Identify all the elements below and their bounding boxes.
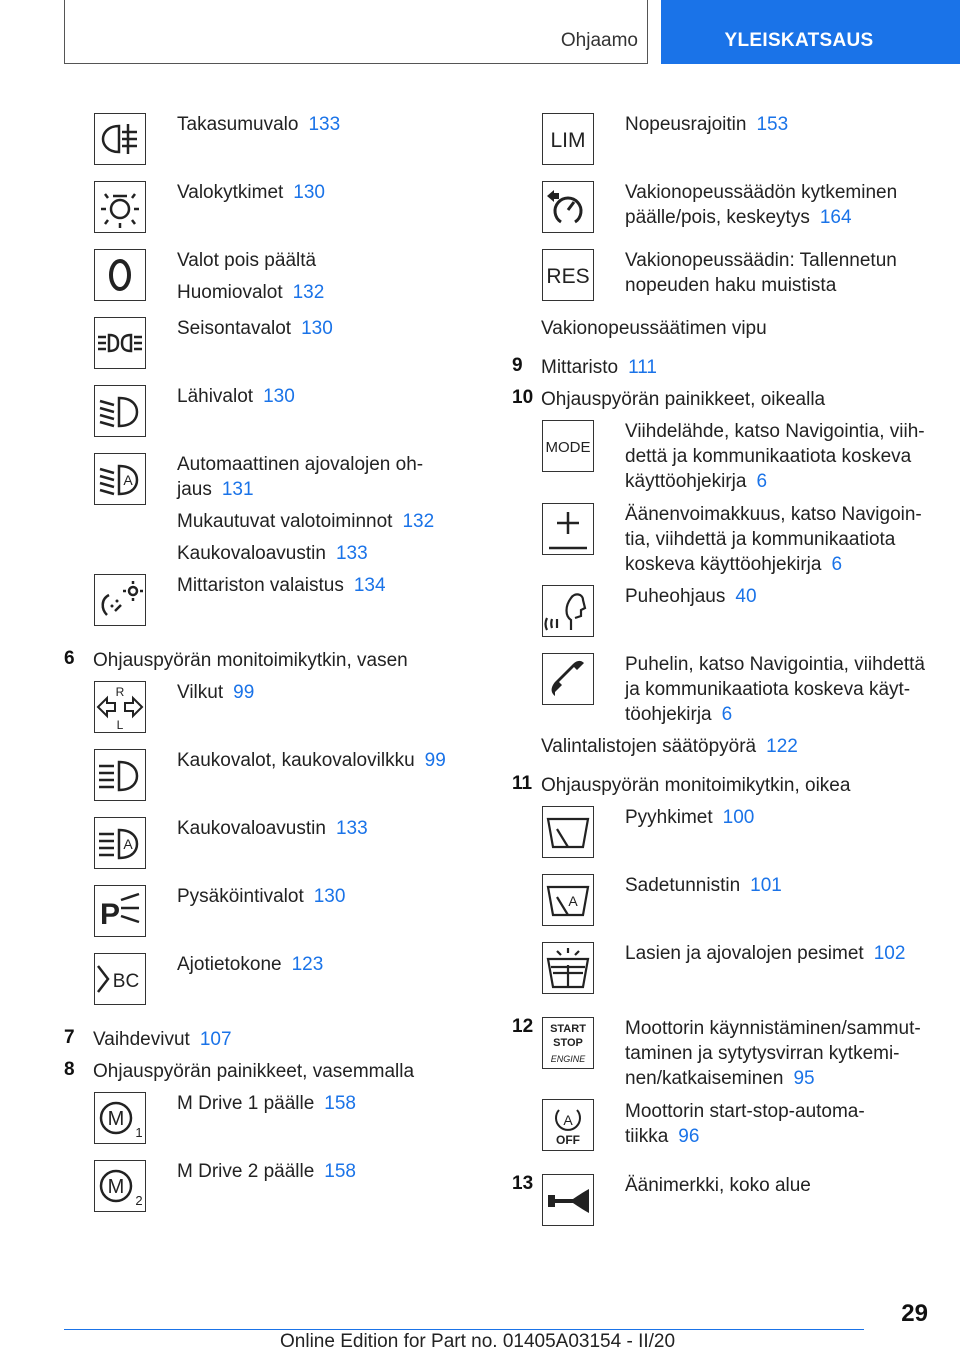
entry-wipers: Pyyhkimet 100 [625, 807, 755, 828]
svg-text:A: A [563, 1112, 573, 1128]
page-ref[interactable]: 122 [766, 736, 798, 757]
page-ref[interactable]: 132 [402, 511, 435, 532]
washer-icon [542, 942, 594, 994]
entry-m-drive-1: M Drive 1 päälle 158 [177, 1093, 356, 1114]
rain-sensor-icon [542, 874, 594, 926]
item-number: 8 [64, 1059, 75, 1080]
entry-light-switches: Valokytkimet 130 [177, 182, 325, 203]
page-ref[interactable]: 158 [324, 1161, 356, 1182]
page-ref[interactable]: 111 [628, 357, 657, 378]
svg-text:A: A [568, 893, 578, 909]
svg-text:L: L [116, 718, 124, 732]
entry-high-beam-assist: Kaukovaloavustin 133 [177, 543, 368, 564]
svg-text:MODE: MODE [545, 439, 591, 456]
phone-icon [542, 653, 594, 705]
entry-entertainment-source: Viihdelähde, katso Navigointia, viih- dettä ja kommunikaatiota koskeva käyttöohjekirja 6 [625, 421, 925, 492]
parking-lights-icon [94, 317, 146, 369]
svg-text:START: START [550, 1023, 586, 1035]
instrument-lighting-icon [94, 574, 146, 626]
svg-text:ENGINE: ENGINE [550, 1054, 586, 1064]
page-ref[interactable]: 100 [722, 807, 755, 828]
footer-divider [64, 1329, 864, 1330]
page-ref[interactable]: 130 [301, 318, 333, 339]
item-heading-left-buttons: Ohjauspyörän painikkeet, vasemmalla [93, 1061, 415, 1082]
horn-icon [542, 1174, 594, 1226]
m-drive-2-icon [94, 1160, 146, 1212]
page-number: 29 [901, 1300, 928, 1327]
volume-icon [542, 503, 594, 555]
page-ref[interactable]: 101 [750, 875, 782, 896]
high-beam-icon [94, 749, 146, 801]
auto-start-stop-icon [542, 1099, 594, 1151]
page-ref[interactable]: 6 [831, 554, 843, 575]
item-number: 6 [64, 648, 75, 669]
svg-text:M: M [107, 1176, 125, 1198]
page-ref[interactable]: 99 [233, 682, 255, 703]
page-ref[interactable]: 96 [678, 1126, 700, 1147]
high-beam-assist-icon [94, 817, 146, 869]
item-number: 11 [512, 773, 533, 794]
page-ref[interactable]: 133 [335, 543, 368, 564]
entry-high-beam-assist-2: Kaukovaloavustin 133 [177, 818, 368, 839]
entry-daytime-lights: Huomiovalot 132 [177, 282, 325, 303]
item-heading-right-multifunction: Ohjauspyörän monitoimikytkin, oikea [541, 775, 851, 796]
entry-parking-light: Pysäköintivalot 130 [177, 886, 346, 907]
item-heading-instrument-cluster: Mittaristo 111 [541, 357, 657, 378]
svg-text:OFF: OFF [556, 1133, 580, 1147]
entry-auto-headlight: Automaattinen ajovalojen oh- jaus 131 [177, 454, 424, 500]
svg-text:R: R [115, 685, 125, 699]
page-ref[interactable]: 40 [735, 586, 757, 607]
svg-text:A: A [123, 836, 133, 852]
m-drive-1-icon [94, 1092, 146, 1144]
entry-selection-wheel: Valintalistojen säätöpyörä 122 [541, 736, 798, 757]
onboard-computer-icon [94, 953, 146, 1005]
entry-turn-signals: Vilkut 99 [177, 682, 255, 703]
start-stop-button-icon [542, 1017, 594, 1069]
page-ref[interactable]: 99 [424, 750, 446, 771]
entry-phone: Puhelin, katso Navigointia, viihdettä ja kommunikaatiota koskeva käyt- töohjekirja 6 [625, 654, 925, 725]
svg-text:P: P [100, 898, 121, 931]
svg-text:2: 2 [135, 1193, 143, 1208]
edition-note: Online Edition for Part no. 01405A03154 - II/20 [280, 1331, 676, 1352]
auto-headlight-icon [94, 453, 146, 505]
entry-instrument-lighting: Mittariston valaistus 134 [177, 575, 386, 596]
entry-volume: Äänenvoimakkuus, katso Navigoin- tia, viihdettä ja kommunikaatiota koskeva käyttöohjekirja 6 [625, 504, 922, 575]
item-heading-gear-paddles: Vaihdevivut 107 [93, 1029, 232, 1050]
entry-low-beam: Lähivalot 130 [177, 386, 295, 407]
cruise-control-icon [542, 181, 594, 233]
svg-text:LIM: LIM [550, 129, 586, 152]
parking-light-icon [94, 885, 146, 937]
page-ref[interactable]: 130 [263, 386, 295, 407]
speed-limiter-icon [542, 113, 594, 165]
page-ref[interactable]: 134 [353, 575, 386, 596]
svg-text:1: 1 [135, 1125, 143, 1140]
svg-text:A: A [123, 472, 133, 488]
svg-text:STOP: STOP [553, 1037, 583, 1049]
entry-horn: Äänimerkki, koko alue [625, 1175, 811, 1196]
entry-washers: Lasien ja ajovalojen pesimet 102 [625, 943, 906, 964]
page-ref[interactable]: 130 [293, 182, 325, 203]
page-ref[interactable]: 6 [756, 471, 768, 492]
voice-control-icon [542, 585, 594, 637]
entry-parking-lights: Seisontavalot 130 [177, 318, 333, 339]
rear-fog-light-icon [94, 113, 146, 165]
entry-rear-fog-light: Takasumuvalo 133 [177, 114, 341, 135]
entry-cruise-lever: Vakionopeussäätimen vipu [541, 318, 767, 339]
item-number: 7 [64, 1027, 75, 1048]
page-ref[interactable]: 123 [291, 954, 324, 975]
entry-resume-speed: Vakionopeussäädin: Tallennetun nopeuden haku muistista [625, 250, 897, 296]
light-switch-icon [94, 181, 146, 233]
page-ref[interactable]: 153 [756, 114, 789, 135]
entry-speed-limiter: Nopeusrajoitin 153 [625, 114, 789, 135]
mode-button-icon [542, 420, 594, 472]
page-ref[interactable]: 158 [324, 1093, 356, 1114]
entry-high-beam: Kaukovalot, kaukovalovilkku 99 [177, 750, 446, 771]
page-ref[interactable]: 102 [873, 943, 906, 964]
item-number: 13 [512, 1173, 534, 1194]
entry-onboard-computer: Ajotietokone 123 [177, 954, 324, 975]
entry-lights-off: Valot pois päältä [177, 250, 317, 271]
page-ref[interactable]: 130 [313, 886, 346, 907]
svg-text:M: M [107, 1108, 125, 1130]
page-ref[interactable]: 107 [199, 1029, 232, 1050]
page-ref[interactable]: 131 [221, 479, 254, 500]
item-number: 12 [512, 1016, 534, 1037]
entry-rain-sensor: Sadetunnistin 101 [625, 875, 782, 896]
entry-adaptive-lighting: Mukautuvat valotoiminnot 132 [177, 511, 435, 532]
item-number: 9 [512, 355, 523, 376]
resume-icon [542, 249, 594, 301]
item-heading-right-buttons: Ohjauspyörän painikkeet, oikealla [541, 389, 826, 410]
svg-text:RES: RES [546, 265, 590, 288]
svg-text:BC: BC [112, 971, 140, 992]
section-title: Ohjaamo [560, 30, 638, 51]
item-number: 10 [512, 387, 534, 408]
entry-cruise-control: Vakionopeussäädön kytkeminen päälle/pois, keskeytys 164 [625, 182, 898, 228]
page-ref[interactable]: 133 [335, 818, 368, 839]
page-ref[interactable]: 132 [292, 282, 325, 303]
entry-auto-start-stop: Moottorin start-stop-automa- tiikka 96 [625, 1101, 865, 1147]
page-ref[interactable]: 133 [308, 114, 341, 135]
entry-engine-start-stop: Moottorin käynnistäminen/sammut- taminen ja sytytysvirran kytkemi- nen/katkaiseminen 95 [625, 1018, 921, 1089]
chapter-title: YLEISKATSAUS [724, 30, 874, 51]
entry-m-drive-2: M Drive 2 päälle 158 [177, 1161, 356, 1182]
entry-voice-control: Puheohjaus 40 [625, 586, 757, 607]
wiper-icon [542, 806, 594, 858]
page-ref[interactable]: 6 [721, 704, 733, 725]
lights-off-icon [94, 249, 146, 301]
page-ref[interactable]: 95 [793, 1068, 815, 1089]
page-ref[interactable]: 164 [819, 207, 852, 228]
turn-signal-icon [94, 681, 146, 733]
item-heading-left-multifunction: Ohjauspyörän monitoimikytkin, vasen [93, 650, 408, 671]
low-beam-icon [94, 385, 146, 437]
